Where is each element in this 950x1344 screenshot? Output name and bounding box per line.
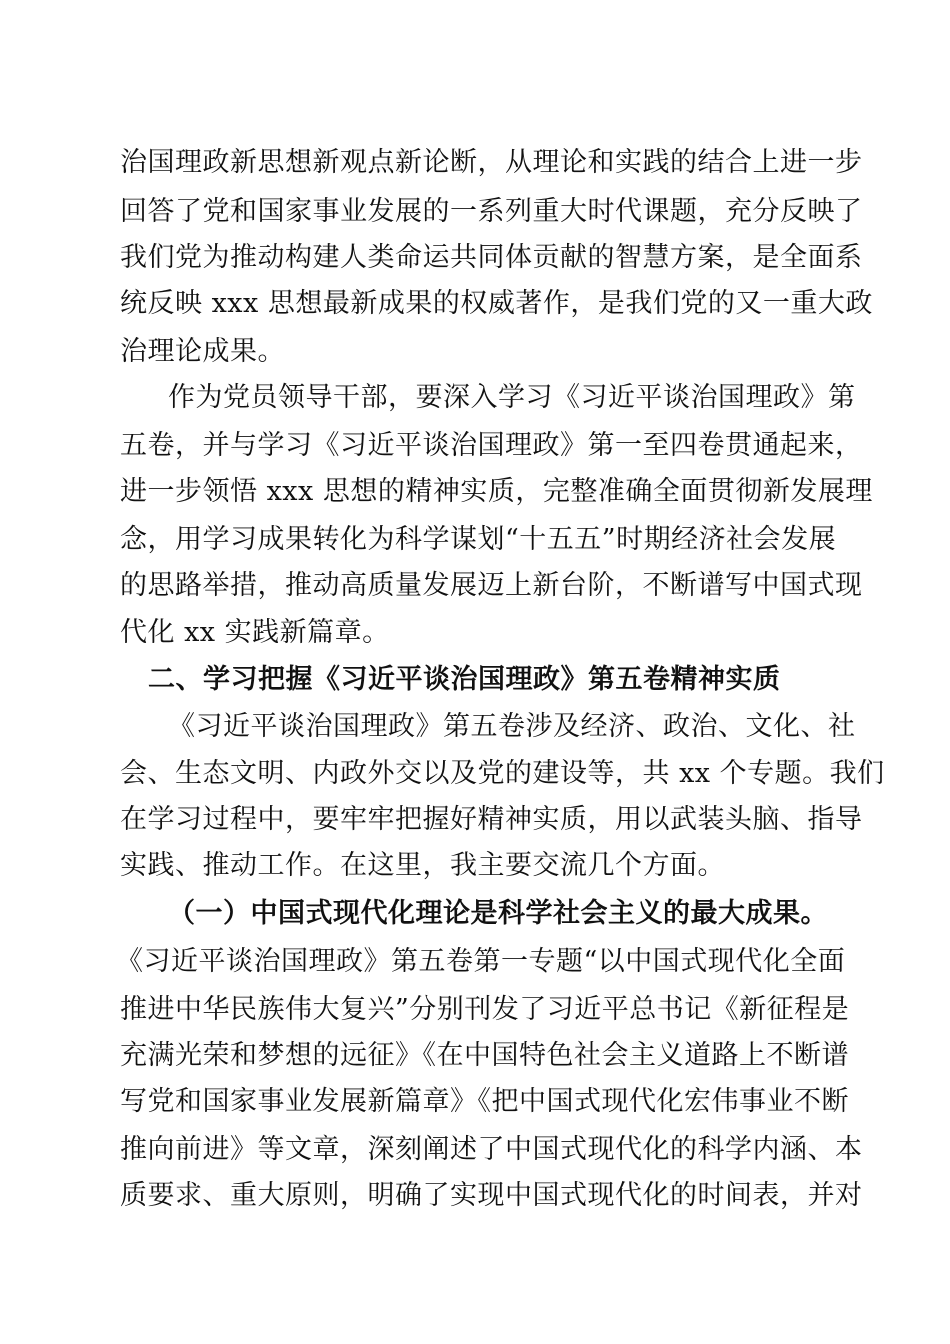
section-heading: 二、学习把握《习近平谈治国理政》第五卷精神实质 <box>148 664 781 695</box>
body-line: 实践、推动工作。在这里，我主要交流几个方面。 <box>120 850 725 881</box>
body-line: 代化 xx 实践新篇章。 <box>120 617 390 648</box>
body-line: 推向前进》等文章，深刻阐述了中国式现代化的科学内涵、本 <box>120 1134 863 1165</box>
body-line: 《习近平谈治国理政》第五卷第一专题“以中国式现代化全面 <box>116 946 846 977</box>
body-line: 治国理政新思想新观点新论断，从理论和实践的结合上进一步 <box>120 147 863 178</box>
body-line: 五卷，并与学习《习近平谈治国理政》第一至四卷贯通起来， <box>120 430 863 461</box>
body-line: 质要求、重大原则，明确了实现中国式现代化的时间表，并对 <box>120 1180 863 1211</box>
body-line: 回答了党和国家事业发展的一系列重大时代课题，充分反映了 <box>120 196 863 227</box>
body-line: 念，用学习成果转化为科学谋划“十五五”时期经济社会发展 <box>120 524 837 555</box>
body-line: 进一步领悟 xxx 思想的精神实质，完整准确全面贯彻新发展理 <box>120 476 873 507</box>
body-line: 在学习过程中，要牢牢把握好精神实质，用以武装头脑、指导 <box>120 804 863 835</box>
body-line: 的思路举措，推动高质量发展迈上新台阶，不断谱写中国式现 <box>120 570 863 601</box>
body-line: 治理论成果。 <box>120 336 285 367</box>
body-line: 《习近平谈治国理政》第五卷涉及经济、政治、文化、社 <box>168 711 856 742</box>
body-line: 作为党员领导干部，要深入学习《习近平谈治国理政》第 <box>168 382 856 413</box>
body-line: 我们党为推动构建人类命运共同体贡献的智慧方案，是全面系 <box>120 242 863 273</box>
body-line: 推进中华民族伟大复兴”分别刊发了习近平总书记《新征程是 <box>120 994 850 1025</box>
body-line: 会、生态文明、内政外交以及党的建设等，共 xx 个专题。我们 <box>120 758 885 789</box>
body-line: 写党和国家事业发展新篇章》《把中国式现代化宏伟事业不断 <box>120 1086 849 1117</box>
body-line: 充满光荣和梦想的远征》《在中国特色社会主义道路上不断谱 <box>120 1040 849 1071</box>
body-line: 统反映 xxx 思想最新成果的权威著作，是我们党的又一重大政 <box>120 288 873 319</box>
subsection-heading: （一）中国式现代化理论是科学社会主义的最大成果。 <box>168 898 828 929</box>
